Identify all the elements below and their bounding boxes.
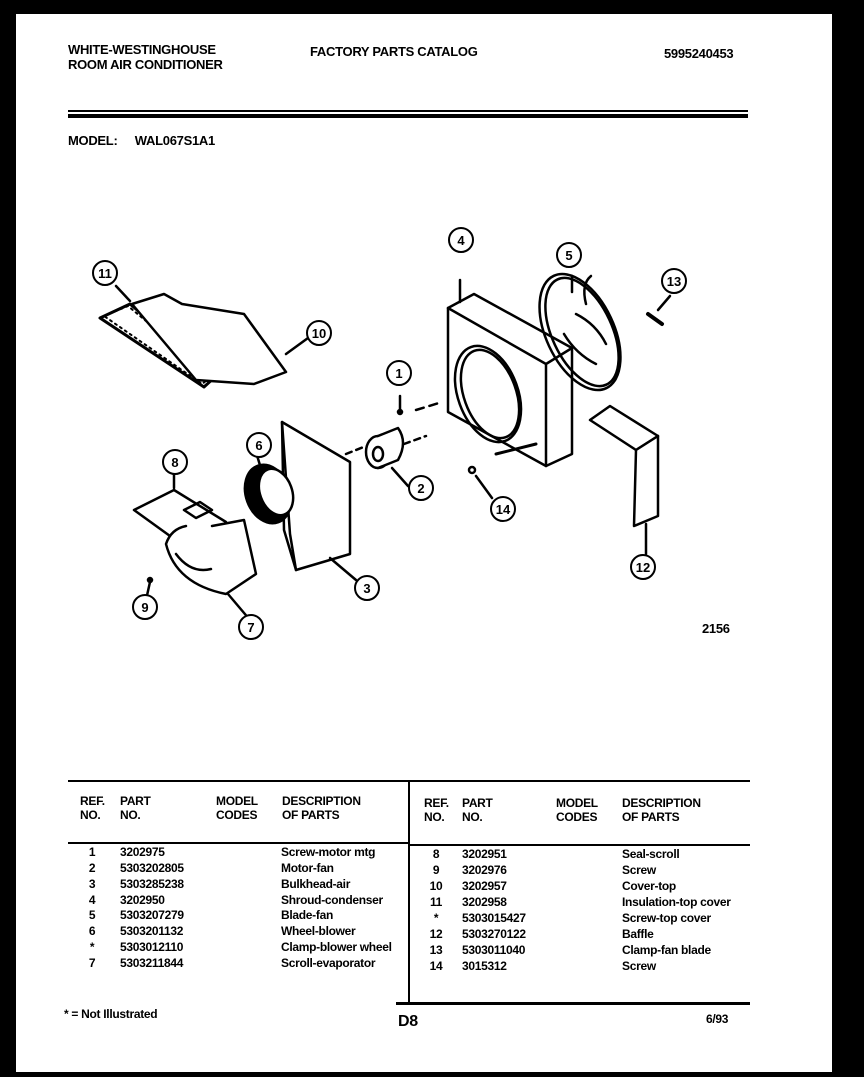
footnote-not-illustrated: * = Not Illustrated: [64, 1007, 158, 1021]
callout-5: 5: [556, 242, 582, 268]
table-bottom-rule: [396, 1002, 750, 1005]
callout-14: 14: [490, 496, 516, 522]
callout-7: 7: [238, 614, 264, 640]
screw-14: [469, 467, 492, 498]
callout-6: 6: [246, 432, 272, 458]
header-description: DESCRIPTION OF PARTS: [282, 794, 361, 822]
brand-line-1: WHITE-WESTINGHOUSE: [68, 42, 216, 57]
header-description: DESCRIPTION OF PARTS: [622, 796, 701, 824]
callout-3: 3: [354, 575, 380, 601]
clamp-fan-blade: [648, 296, 670, 324]
header-model-codes: MODEL CODES: [216, 794, 258, 822]
shroud-condenser: [416, 280, 572, 466]
callout-8: 8: [162, 449, 188, 475]
model-value: WAL067S1A1: [134, 133, 215, 148]
catalog-number: 5995240453: [664, 46, 734, 61]
callout-4: 4: [448, 227, 474, 253]
header-ref-no: REF. NO.: [424, 796, 449, 824]
model-label: MODEL:: [68, 133, 118, 148]
callout-2: 2: [408, 475, 434, 501]
header-part-no: PART NO.: [120, 794, 151, 822]
callout-1: 1: [386, 360, 412, 386]
catalog-title: FACTORY PARTS CATALOG: [310, 44, 478, 59]
callout-9: 9: [132, 594, 158, 620]
callout-10: 10: [306, 320, 332, 346]
table-header-rule-right: [410, 844, 750, 846]
fan-motor: [346, 396, 426, 486]
header-part-no: PART NO.: [462, 796, 493, 824]
callout-11: 11: [92, 260, 118, 286]
table-divider-vertical: [408, 780, 410, 1002]
parts-catalog-page: WHITE-WESTINGHOUSE ROOM AIR CONDITIONER FACTORY PARTS CATALOG 5995240453 MODEL: WAL067S1A1 1 2 3 4 5 6 7 8 9 10 11 12 13 14 2156 REF. NO. PART NO. MODEL CODES DESCRIPTION OF PARTS 1 3202975 Screw-motor mtg 2 5303202805 Motor-fan 3 5303285238 Bulkhead-air 4 3202950 Shroud-condenser 5 5303207279 Blade-fan 6 5303201132 Wheel-blower * 5303012110 Clamp-blower wheel 7 5303211844 Scroll-evaporator REF. NO. PART NO. MODEL CODES DESCRIPTION OF PARTS 8 3202951 Seal-scroll 9 3202976 Screw 10 3202957 Cover-top 11 3202958 Insulation-top cover * 5303015427 Screw-top cover 12 5303270122 Baffle 13 5303011040 Clamp-fan blade 14 3015312 Screw * = Not Illustrated D8 6/93: [16, 14, 832, 1072]
callout-12: 12: [630, 554, 656, 580]
header-model-codes: MODEL CODES: [556, 796, 598, 824]
page-code: D8: [398, 1013, 418, 1030]
baffle: [590, 406, 658, 554]
revision-date: 6/93: [706, 1012, 729, 1026]
callout-13: 13: [661, 268, 687, 294]
exploded-diagram: [16, 14, 832, 674]
header-ref-no: REF. NO.: [80, 794, 105, 822]
brand-line-2: ROOM AIR CONDITIONER: [68, 57, 223, 72]
figure-id: 2156: [702, 621, 730, 636]
cover-top-assembly: [100, 286, 308, 387]
